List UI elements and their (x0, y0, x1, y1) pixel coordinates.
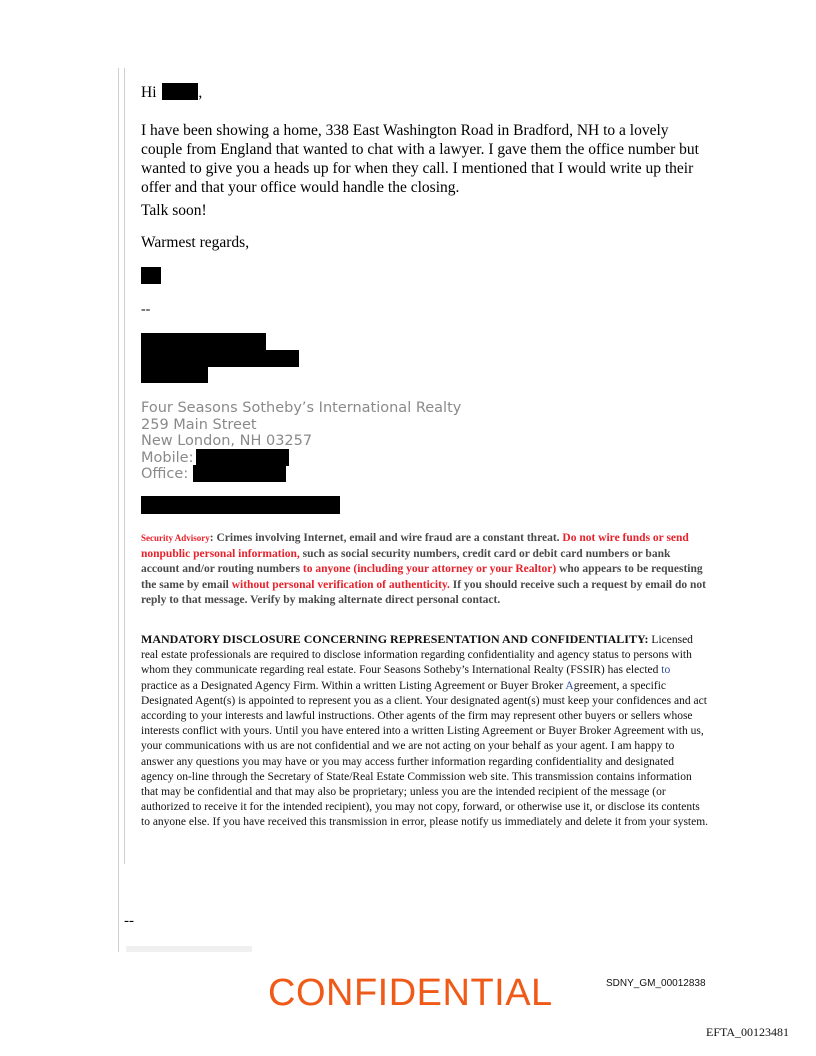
footer-separator: -- (124, 913, 134, 929)
faded-redaction-bar (126, 946, 252, 952)
confidential-stamp: CONFIDENTIAL (268, 972, 553, 1014)
redacted-email-address (141, 496, 340, 514)
greeting-word: Hi (141, 84, 157, 101)
greeting-punct: , (198, 84, 203, 101)
signature-company: Four Seasons Sotheby’s International Realty (141, 400, 462, 416)
disclosure-to: to (661, 664, 671, 677)
bates-number: SDNY_GM_00012838 (606, 978, 706, 989)
office-label: Office: (141, 466, 189, 482)
advisory-warning-3: without personal verification of authenticity. (231, 578, 450, 591)
redacted-signature-line1 (141, 333, 266, 350)
advisory-colon: : (209, 532, 217, 544)
email-body: I have been showing a home, 338 East Washington Road in Bradford, NH to a lovely couple from England that wanted to chat with a lawyer. I gave them the office number but wanted to give you a heads up for when they call. I mentioned that I would write up their offer and that your office would handle the closing. (141, 122, 699, 196)
redacted-sender-initial (141, 267, 161, 284)
advisory-text-4: If you should receive such a request by email do not reply to that message. Verify by making alternate direct personal contact. (141, 578, 706, 607)
redacted-signature-line2 (141, 350, 299, 367)
advisory-text-2: such as social security numbers, credit card or debit card numbers or bank account and/or routing numbers (141, 547, 671, 576)
advisory-text-3: who appears to be requesting the same by email (141, 563, 703, 591)
quote-border-outer (118, 68, 119, 952)
quote-border-inner (124, 68, 125, 864)
advisory-warning-2: to anyone (including your attorney or your Realtor) (302, 563, 557, 576)
signature-office (141, 466, 461, 483)
signature-street: 259 Main Street (141, 416, 257, 433)
greeting (141, 83, 202, 102)
closing-regards: Warmest regards, (141, 234, 250, 251)
disclosure-heading: MANDATORY DISCLOSURE CONCERNING REPRESENTATION AND CONFIDENTIALITY: (141, 632, 649, 646)
disclosure-text-3: greement, a specific Designated Agent(s) is appointed to represent you as a client. Your designated agent(s) must keep your confidences and act according to your interests and lawful instructions. Other agents of the firm may represent other buyers or sellers whose interests conflict with yours. Until you have entered into a written Listing Agreement or Buyer Broker Agreement with us, your communications with us are not confidential and we are not acting on your behalf as your agent. I am happy to answer any questions you may have or you may access further information regarding confidentiality and designated agency on-line through the Secretary of State/Real Estate Commission web site. This transmission contains information that may be confidential and that may also be proprietary; unless you are the intended recipient of the message (or authorized to receive it for the intended recipient), you may not copy, forward, or otherwise use it, or disclose its contents to anyone else. If you have received this transmission in error, please notify us immediately and delete it from your system. (141, 679, 709, 829)
mandatory-disclosure (141, 632, 709, 831)
closing-talk-soon: Talk soon! (141, 202, 207, 219)
redacted-mobile-number (196, 449, 289, 466)
signature-mobile (141, 450, 461, 467)
signature-separator: -- (141, 302, 151, 317)
security-advisory (141, 531, 709, 609)
disclosure-text-2: practice as a Designated Agency Firm. Within a written Listing Agreement or Buyer Broker (141, 679, 566, 692)
advisory-text-1: Crimes involving Internet, email and wire fraud are a constant threat. (216, 532, 563, 544)
redacted-name (162, 83, 198, 100)
efta-number: EFTA_00123481 (706, 1025, 790, 1039)
advisory-label: Security Advisory (141, 533, 210, 543)
signature-block (141, 400, 461, 483)
redacted-signature-line3 (141, 367, 208, 383)
mobile-label: Mobile: (141, 449, 194, 466)
signature-city: New London, NH 03257 (141, 433, 313, 449)
disclosure-a: A (565, 679, 574, 692)
advisory-warning-1: Do not wire funds or send nonpublic personal information, (141, 532, 689, 560)
redacted-office-number (193, 465, 286, 482)
disclosure-text-1: Licensed real estate professionals are required to disclose information regarding confidentiality and agency status to persons with whom they communicate regarding real estate. Four Seasons Sotheby’s International Realty (FSSIR) has elected (141, 634, 693, 677)
